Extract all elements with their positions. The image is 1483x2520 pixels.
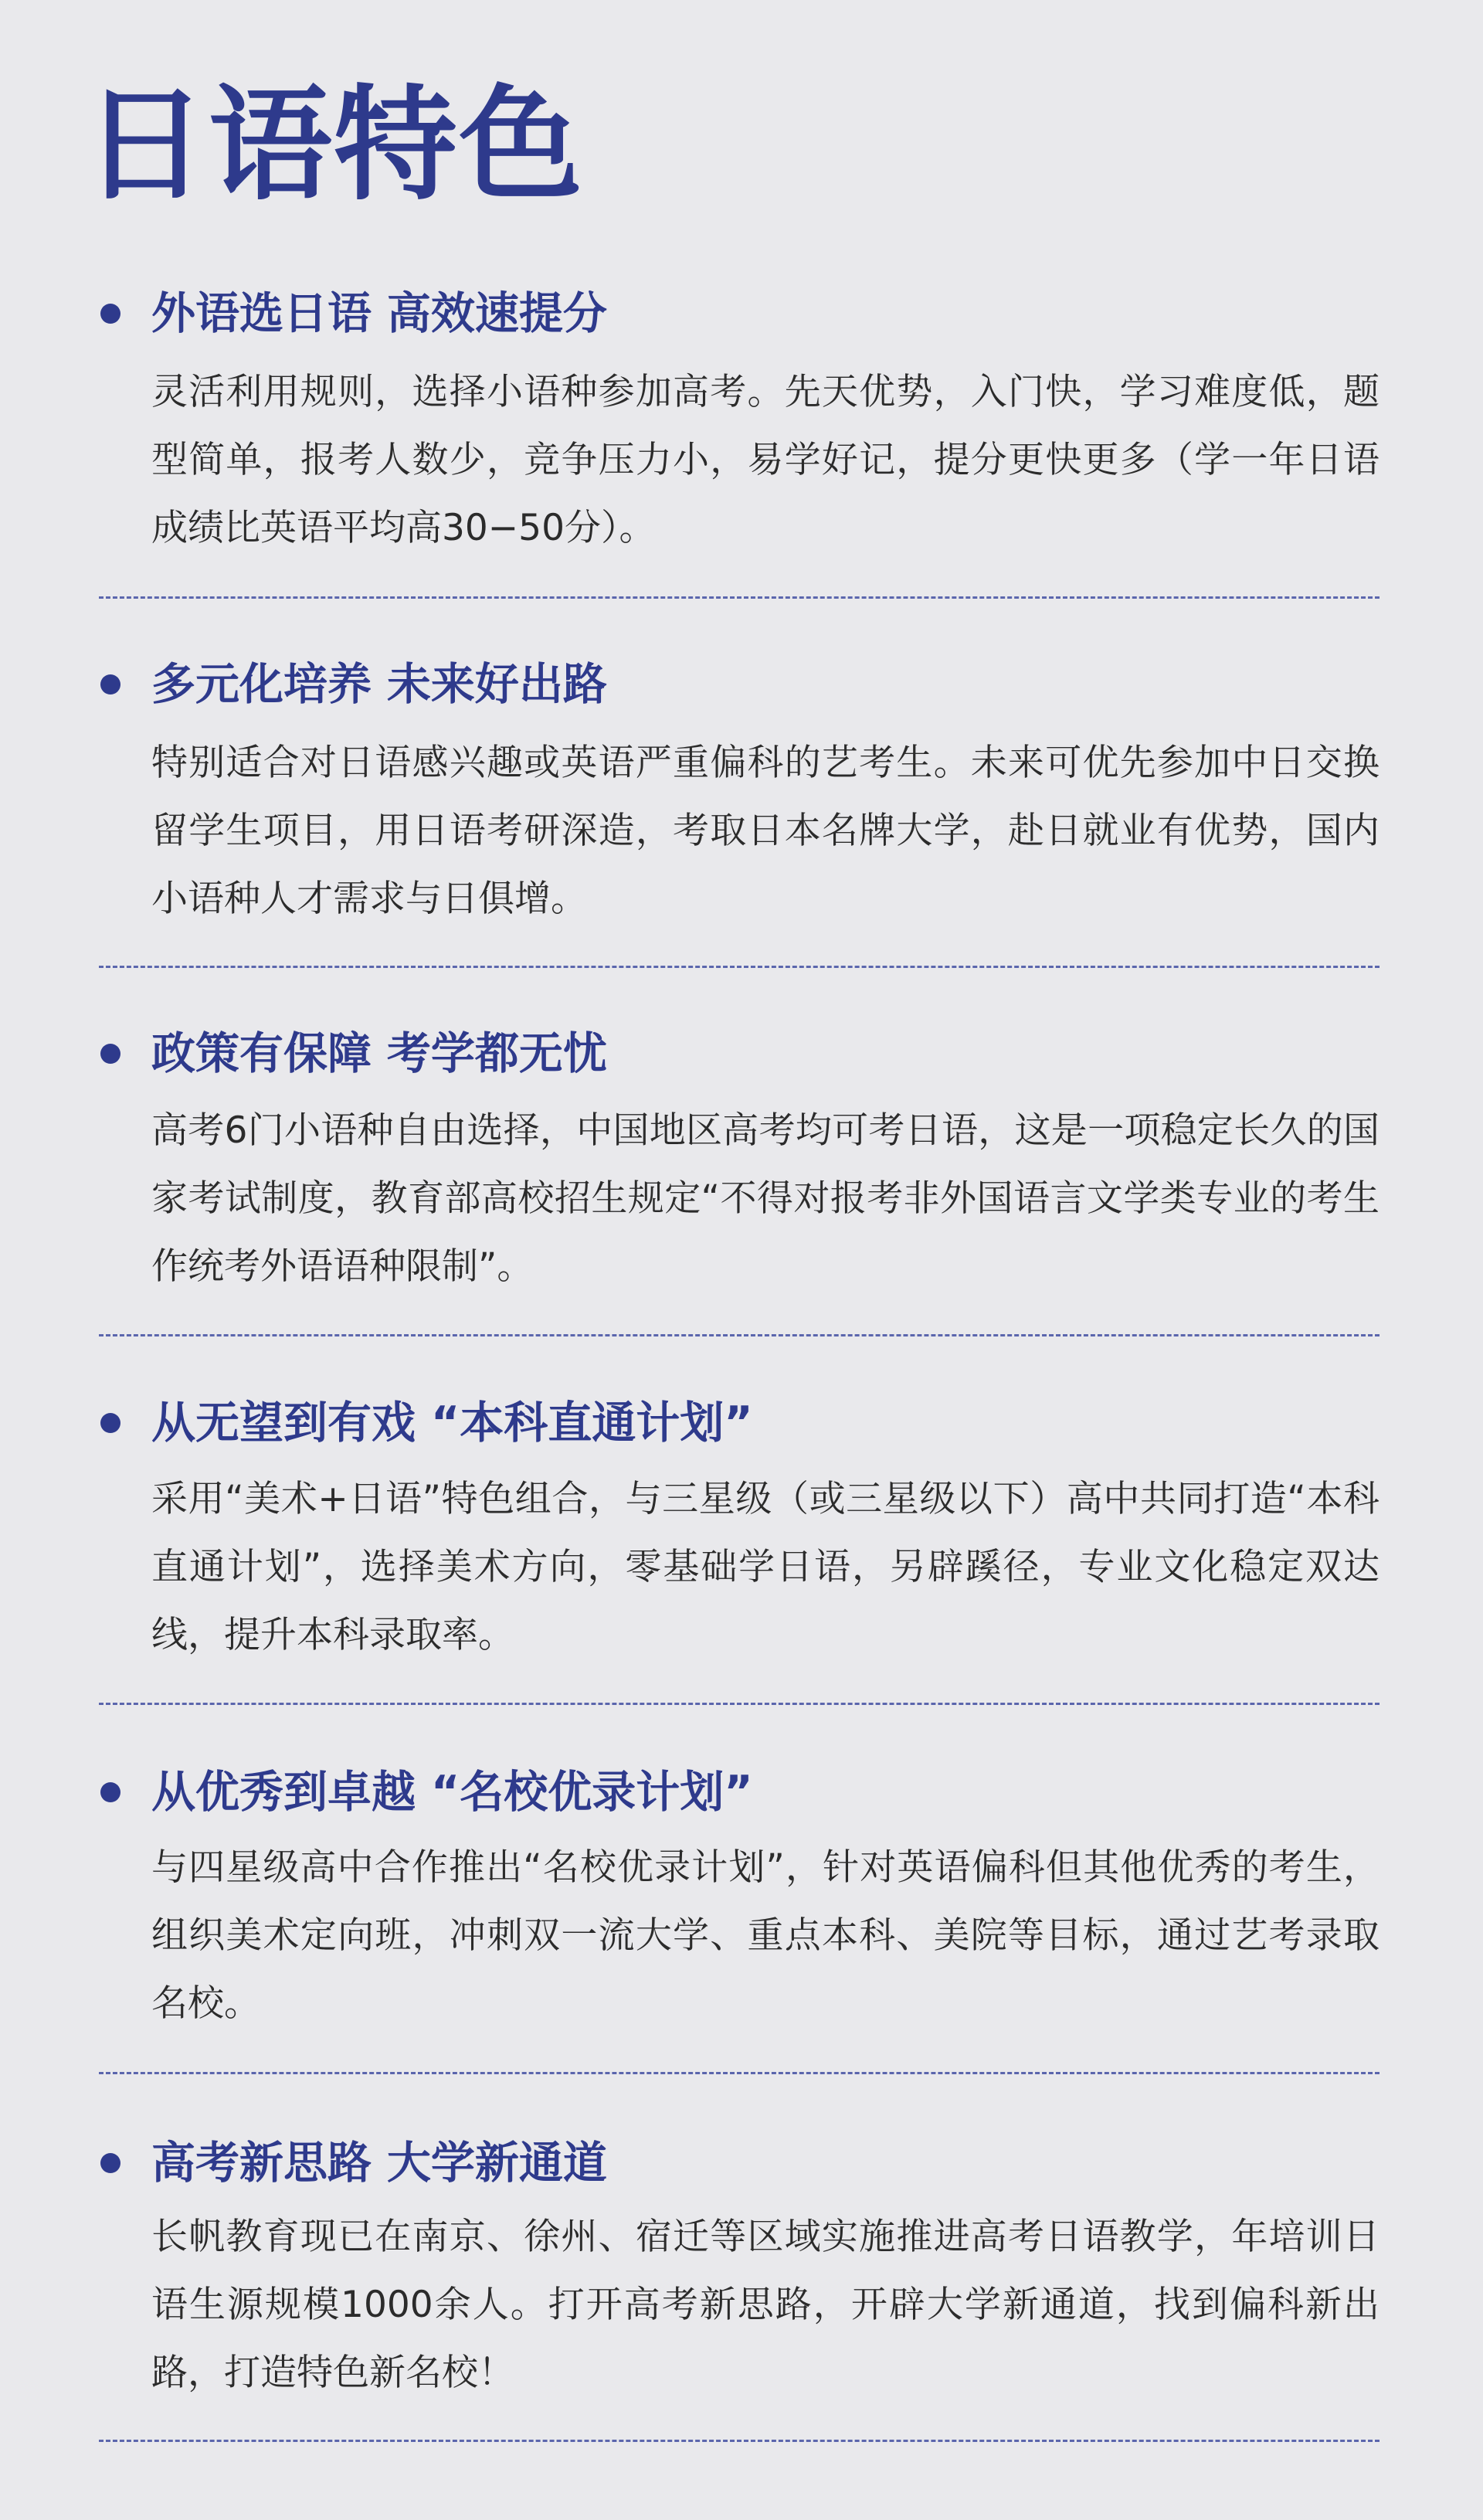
section-body: 特别适合对日语感兴趣或英语严重偏科的艺考生。未来可优先参加中日交换留学生项目，用日语考研深造，考取日本名牌大学，赴日就业有优势，国内小语种人才需求与日俱增。: [151, 742, 1379, 920]
section-body: 与四星级高中合作推出“名校优录计划”，针对英语偏科但其他优秀的考生，组织美术定向班，冲刺双一流大学、重点本科、美院等目标，通过艺考录取名校。: [151, 1846, 1379, 2025]
bullet-icon: [100, 1413, 120, 1433]
page-title: 日语特色: [83, 73, 585, 217]
dashed-divider: [99, 596, 1379, 599]
section-body: 高考6门小语种自由选择，中国地区高考均可考日语，这是一项稳定长久的国家考试制度，教育部高校招生规定“不得对报考非外国语言文学类专业的考生作统考外语语种限制”。: [151, 1109, 1379, 1288]
section-heading: 从优秀到卓越 “名校优录计划”: [151, 1767, 753, 1818]
dashed-divider: [99, 2072, 1379, 2074]
section-heading: 从无望到有戏 “本科直通计划”: [151, 1398, 753, 1448]
dashed-divider: [99, 2440, 1379, 2442]
section-heading: 多元化培养 未来好出路: [151, 659, 607, 710]
dashed-divider: [99, 966, 1379, 968]
dashed-divider: [99, 1703, 1379, 1705]
bullet-icon: [100, 1044, 120, 1064]
section-heading: 政策有保障 考学都无忧: [151, 1028, 607, 1079]
section-heading: 高考新思路 大学新通道: [151, 2138, 607, 2189]
section-body: 长帆教育现已在南京、徐州、宿迁等区域实施推进高考日语教学，年培训日语生源规模1000余人。打开高考新思路，开辟大学新通道，找到偏科新出路，打造特色新名校！: [151, 2216, 1379, 2394]
section-heading: 外语选日语 高效速提分: [151, 288, 607, 339]
bullet-icon: [100, 304, 120, 324]
section-body: 灵活利用规则，选择小语种参加高考。先天优势，入门快，学习难度低，题型简单，报考人数少，竞争压力小，易学好记，提分更快更多（学一年日语成绩比英语平均高30−50分）。: [151, 371, 1379, 549]
section-body: 采用“美术+日语”特色组合，与三星级（或三星级以下）高中共同打造“本科直通计划”，选择美术方向，零基础学日语，另辟蹊径，专业文化稳定双达线，提升本科录取率。: [151, 1478, 1379, 1656]
bullet-icon: [100, 2153, 120, 2173]
dashed-divider: [99, 1334, 1379, 1336]
bullet-icon: [100, 1782, 120, 1802]
bullet-icon: [100, 674, 120, 695]
